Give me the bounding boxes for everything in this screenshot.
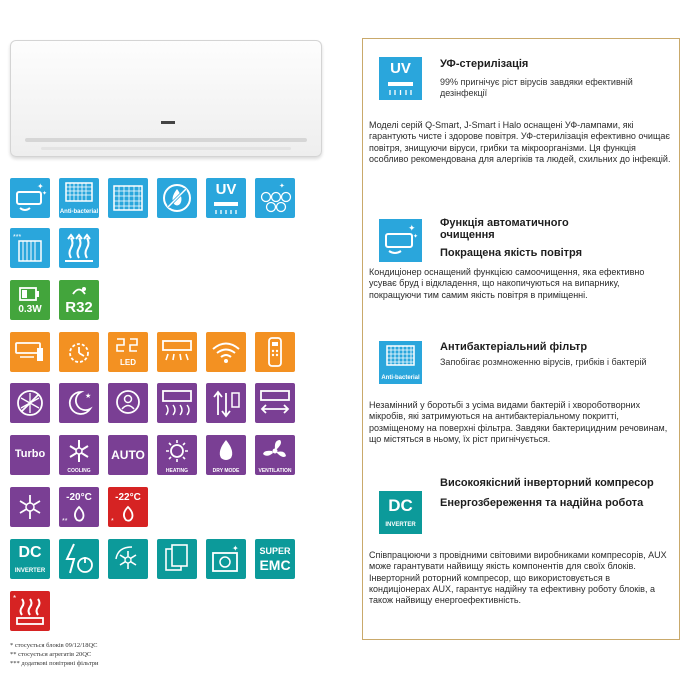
- feature-description: Моделі серій Q-Smart, J-Smart і Halo оснащені УФ-лампами, які гарантують чисте і здорове повітря. УФ-стерилізація ефективно очищає повітря, знищуючи віруси, грибки та мікроорганізми. Ця функція особливо рекомендована для алергіків та людей, схильних до інфекцій.: [369, 120, 671, 164]
- svg-text:**: **: [62, 518, 68, 525]
- dry-mode-icon: DRY MODE: [206, 435, 246, 475]
- copy-memory-icon: [157, 539, 197, 579]
- heating-mode-icon: HEATING: [157, 435, 197, 475]
- sleep-mode-icon: [59, 383, 99, 423]
- feature-title: Антибактеріальний фільтр: [440, 341, 588, 353]
- svg-text:★: ★: [85, 393, 92, 400]
- super-emc-icon: SUPER EMC: [255, 539, 295, 579]
- air-swing-icon: [157, 332, 197, 372]
- antibacterial-filter-icon: Anti-bacterial: [379, 341, 422, 384]
- 8c-heating-icon: [10, 591, 50, 631]
- air-filter-icon: [10, 228, 50, 268]
- standby-power-icon: 0.3W: [10, 280, 50, 320]
- heating-cooling-icon: [10, 487, 50, 527]
- airflow-icon: [157, 383, 197, 423]
- filter-icon: [108, 178, 148, 218]
- svg-text:✦: ✦: [37, 182, 44, 191]
- svg-text:✦: ✦: [413, 234, 419, 240]
- svg-text:✦: ✦: [279, 183, 285, 190]
- cooling-mode-icon: COOLING: [59, 435, 99, 475]
- feature-title: УФ-стерилізація: [440, 58, 529, 70]
- sleep-timer-icon: [59, 332, 99, 372]
- svg-text:✦: ✦: [232, 544, 239, 553]
- clean-unit-icon: [206, 539, 246, 579]
- power-saving-icon: [59, 539, 99, 579]
- display-remote-icon: [10, 332, 50, 372]
- dc-inverter-icon: DC INVERTER: [379, 491, 422, 534]
- air-conditioner-image: [10, 40, 322, 157]
- feature-description: Незамінний у боротьбі з усіма видами бактерій і хвороботворних мікробів, які затримуються на антибактеріальному покритті, розміщеному на поверхні фільтра. Завдяки бактерицидним речовинам, що містяться в ньому, їх ріст пригнічується.: [369, 400, 668, 444]
- heat-waves-icon: [59, 228, 99, 268]
- anti-frost-icon: [10, 383, 50, 423]
- feature-description: Кондиціонер оснащений функцією самоочищення, яка ефективно усуває бруд і відкладення, що накопичуються на випарнику, покращуючи тим самим якість повітря в приміщенні.: [369, 267, 645, 300]
- feature-subtitle: Покращена якість повітря: [440, 247, 583, 259]
- self-clean-icon: [379, 219, 422, 262]
- remote-control-icon: [255, 332, 295, 372]
- footnotes: [10, 641, 99, 668]
- vertical-swing-icon: [206, 383, 246, 423]
- dc-inverter-icon: DC INVERTER: [10, 539, 50, 579]
- svg-text:✦: ✦: [42, 191, 48, 197]
- 4d-airflow-icon: [255, 383, 295, 423]
- svg-text:✦: ✦: [408, 223, 416, 233]
- extreme-low-temp-icon: -22°C *: [108, 487, 148, 527]
- r32-refrigerant-icon: R32: [59, 280, 99, 320]
- feature-subtitle: Запобігає розмноженню вірусів, грибків і бактерій: [440, 357, 647, 367]
- footnote-2: ** стосується агрегатів 20QC: [10, 651, 92, 658]
- no-mold-icon: [157, 178, 197, 218]
- feature-subtitle: 99% пригнічує ріст вірусів завдяки ефективній дезінфекції: [440, 77, 633, 98]
- svg-text:***: ***: [13, 234, 22, 241]
- led-display-icon: LED: [108, 332, 148, 372]
- auto-mode-icon: AUTO: [108, 435, 148, 475]
- follow-me-icon: [108, 383, 148, 423]
- footnote-3: *** додаткові повітряні фільтри: [10, 660, 99, 667]
- self-clean-icon: [10, 178, 50, 218]
- uv-lamp-icon: UV: [379, 57, 422, 100]
- turbo-mode-icon: Turbo: [10, 435, 50, 475]
- air-purification-icon: [255, 178, 295, 218]
- svg-text:*: *: [111, 518, 114, 525]
- air-vent: [25, 138, 307, 142]
- brand-logo: [161, 121, 175, 124]
- feature-description: Співпрацюючи з провідними світовими виробниками компресорів, AUX може гарантувати найвищу якість компонентів для своїх блоків. Інверторний роторний компресор, що використовується в кондиціонерах AUX, гарантує надійну та ефективну роботу блоків, а також найвищу енергоефективність.: [369, 550, 667, 606]
- feature-title-line2: очищення: [440, 229, 495, 241]
- feature-title: Високоякісний інверторний компресор: [440, 477, 654, 489]
- feature-subtitle: Енергозбереження та надійна робота: [440, 497, 644, 509]
- footnote-1: * стосується блоків 09/12/18QC: [10, 642, 98, 649]
- feature-title-line1: Функція автоматичного: [440, 217, 569, 229]
- ventilation-mode-icon: VENTILATION: [255, 435, 295, 475]
- air-vent-lower: [41, 147, 291, 150]
- low-temp-heating-icon: -20°C **: [59, 487, 99, 527]
- svg-text:*: *: [13, 594, 17, 603]
- anti-freeze-protection-icon: [108, 539, 148, 579]
- wifi-icon: [206, 332, 246, 372]
- uv-lamp-icon: UV: [206, 178, 246, 218]
- antibacterial-filter-icon: Anti-bacterial: [59, 178, 99, 218]
- features-panel: [362, 38, 680, 640]
